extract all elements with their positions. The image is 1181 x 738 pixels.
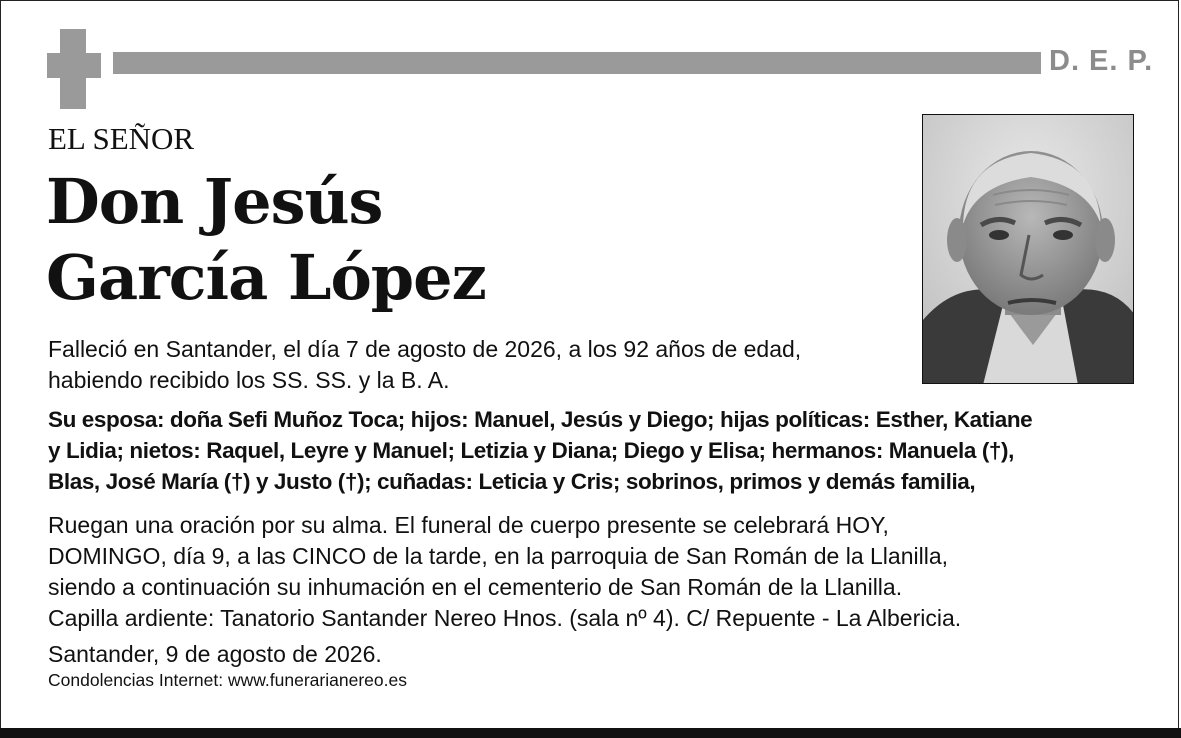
condolences-line: Condolencias Internet: www.funerarianereo.es <box>48 670 407 690</box>
death-statement <box>48 334 918 396</box>
bottom-border <box>0 728 1181 738</box>
family-line: y Lidia; nietos: Raquel, Leyre y Manuel; Letizia y Diana; Diego y Elisa; hermanos: Manuela (†), <box>48 438 1014 463</box>
name-line-2: García López <box>46 241 486 314</box>
portrait-image <box>923 115 1134 384</box>
cross-icon <box>47 29 101 109</box>
deceased-name <box>46 164 906 316</box>
family-line: Blas, José María (†) y Justo (†); cuñadas: Leticia y Cris; sobrinos, primos y demás familia, <box>48 469 976 494</box>
death-line: Falleció en Santander, el día 7 de agosto de 2026, a los 92 años de edad, <box>48 336 802 362</box>
family-line: Su esposa: doña Sefi Muñoz Toca; hijos: Manuel, Jesús y Diego; hijas políticas: Esther, Katiane <box>48 407 1033 432</box>
place-date: Santander, 9 de agosto de 2026. <box>48 641 382 667</box>
name-line-1: Don Jesús <box>46 165 383 238</box>
header-rule <box>113 52 1041 74</box>
service-line: siendo a continuación su inhumación en el cementerio de San Román de la Llanilla. <box>48 574 903 600</box>
service-line: DOMINGO, día 9, a las CINCO de la tarde, en la parroquia de San Román de la Llanilla, <box>48 543 949 569</box>
service-line: Capilla ardiente: Tanatorio Santander Nereo Hnos. (sala nº 4). C/ Repuente - La Albericia. <box>48 605 962 631</box>
honorific: EL SEÑOR <box>48 121 195 156</box>
service-details <box>48 510 1138 634</box>
service-line: Ruegan una oración por su alma. El funeral de cuerpo presente se celebrará HOY, <box>48 512 889 538</box>
death-line: habiendo recibido los SS. SS. y la B. A. <box>48 367 450 393</box>
deceased-photo <box>922 114 1134 384</box>
dep-label: D. E. P. <box>1049 45 1154 77</box>
family-list <box>48 404 1138 497</box>
